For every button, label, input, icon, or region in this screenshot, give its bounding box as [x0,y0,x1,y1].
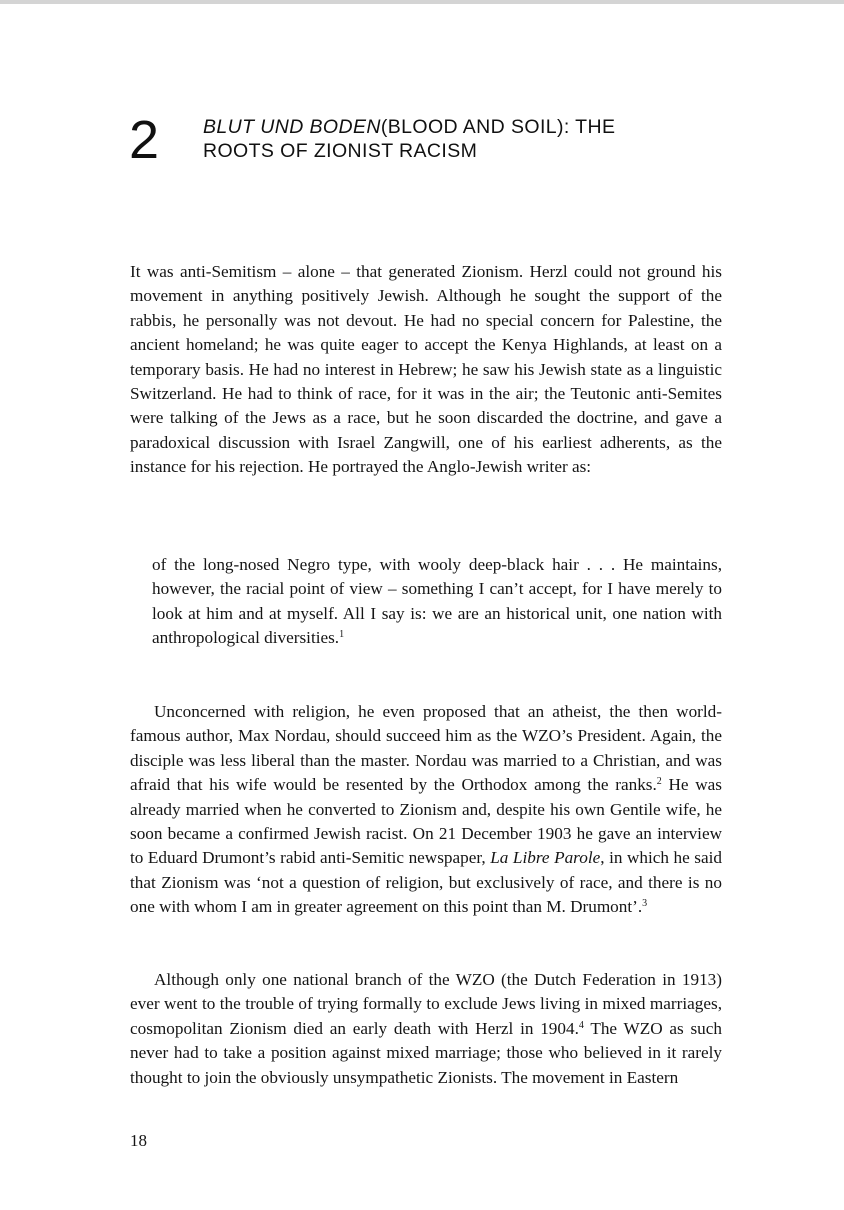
p2-part1: Unconcerned with religion, he even proposed that an atheist, the then world-famous author, Max Nordau, should succeed him as the WZO’s President. Again, the disciple was less liberal than the master. Nordau was married to a Christian, and was afraid that his wife would be resented by the Orthodox among the ranks. [130,702,722,795]
paragraph-3-text [130,968,722,1090]
paragraph-1 [130,260,722,480]
p3-part1: Although only one national branch of the WZO (the Dutch Federation in 1913) ever went to the trouble of trying formally to exclude Jews living in mixed marriages, cosmopolitan Zionism died an early death with Herzl in 1904. [130,970,722,1038]
p3-part2: The WZO as such never had to take a position against mixed marriage; those who believed in it rarely thought to join the obviously unsympathetic Zionists. The movement in Eastern [130,1018,722,1087]
footnote-ref-4: 4 [578,1019,584,1031]
chapter-title-line1: (BLOOD AND SOIL): THE [380,116,616,138]
footnote-ref-2: 2 [656,776,662,788]
p2-part2: He was already married when he converted to Zionism and, despite his own Gentile wife, he soon became a confirmed Jewish racist. On 21 December 1903 he gave an interview to Eduard Drumont’s rabid anti-Semitic newspaper, [130,775,722,868]
block-quote-text [152,553,722,651]
footnote-ref-1: 1 [339,629,345,641]
paragraph-3 [130,968,722,1090]
block-quote [152,553,722,651]
book-page [0,4,844,1210]
chapter-title-line2: ROOTS OF ZIONIST RACISM [203,140,478,162]
paragraph-2-text [130,700,722,920]
chapter-title [203,115,723,163]
chapter-number: 2 [129,110,160,170]
quote-body: of the long-nosed Negro type, with wooly deep-black hair . . . He maintains, however, the racial point of view – something I can’t accept, for I have merely to look at him and at myself. All I say is: we are an historical unit, one nation with anthropological diversities. [152,555,722,648]
page-number: 18 [130,1131,147,1150]
newspaper-title: La Libre Parole [490,848,601,868]
p2-part3: , in which he said that Zionism was ‘not a question of religion, but exclusively of race, and there is no one with whom I am in greater agreement on this point than M. Drumont’. [130,848,722,917]
footnote-ref-3: 3 [642,898,648,910]
paragraph-2 [130,700,722,920]
paragraph-1-text: It was anti-Semitism – alone – that generated Zionism. Herzl could not ground his movement in anything positively Jewish. Although he sought the support of the rabbis, he personally was not devout. He had no special concern for Palestine, the ancient homeland; he was quite eager to accept the Kenya Highlands, at least on a temporary basis. He had no interest in Hebrew; he saw his Jewish state as a linguistic Switzerland. He had to think of race, for it was in the air; the Teutonic anti-Semites were talking of the Jews as a race, but he soon discarded the doctrine, and gave a paradoxical discussion with Israel Zangwill, one of his earliest adherents, as the instance for his rejection. He portrayed the Anglo-Jewish writer as: [130,262,722,477]
chapter-title-italic: BLUT UND BODEN [203,116,381,138]
